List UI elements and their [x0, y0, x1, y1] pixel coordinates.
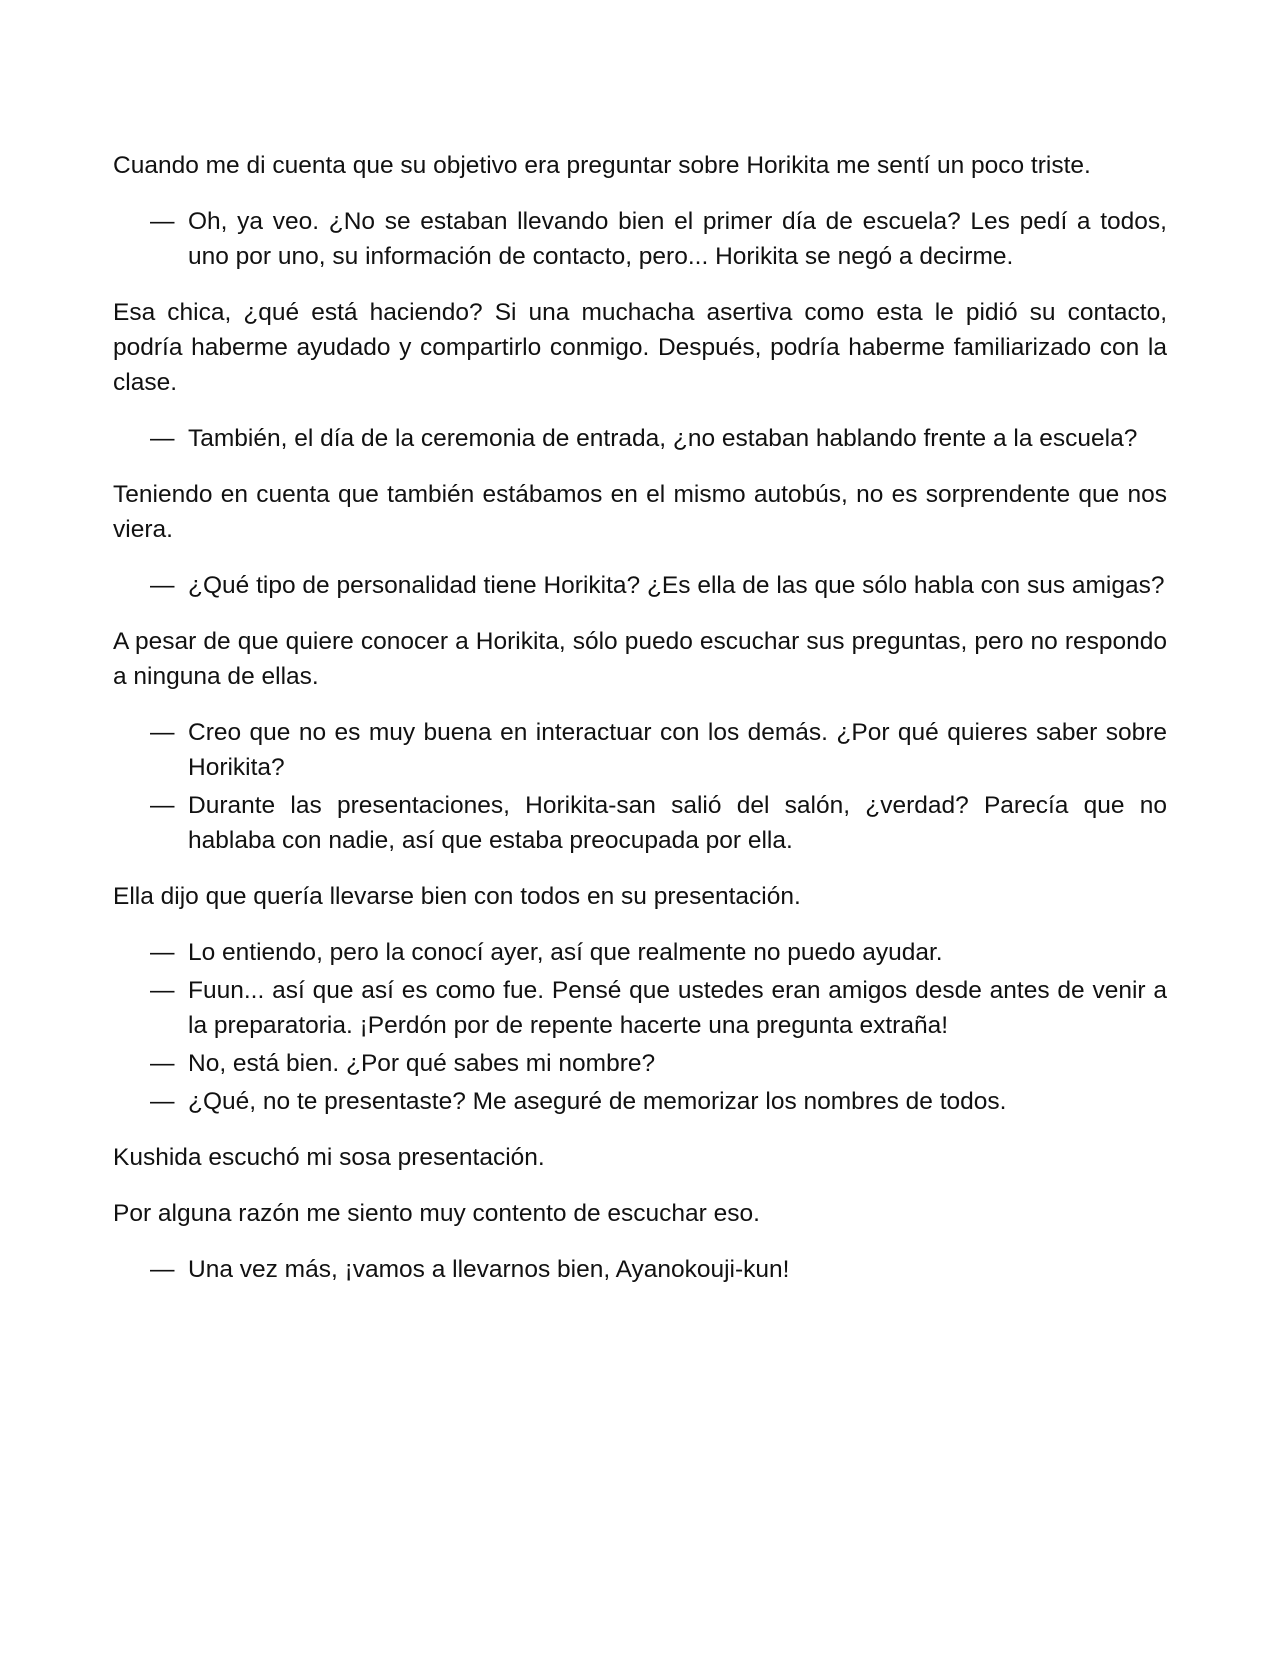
dialog-group	[113, 935, 1167, 1119]
document-page	[113, 148, 1167, 1308]
dialog-dash: —	[150, 719, 175, 746]
paragraph: Teniendo en cuenta que también estábamos en el mismo autobús, no es sorprendente que nos viera.	[113, 481, 1167, 543]
paragraph: Por alguna razón me siento muy contento de escuchar eso.	[113, 1200, 760, 1227]
dialog-text: También, el día de la ceremonia de entrada, ¿no estaban hablando frente a la escuela?	[188, 425, 1138, 452]
dialog-text: Fuun... así que así es como fue. Pensé que ustedes eran amigos desde antes de venir a la preparatoria. ¡Perdón por de repente hacerte una pregunta extraña!	[188, 977, 1167, 1039]
dialog-dash: —	[150, 208, 175, 235]
dialog-line	[113, 1084, 1167, 1119]
dialog-line	[113, 204, 1167, 274]
dialog-group	[113, 715, 1167, 858]
dialog-line	[113, 935, 1167, 970]
dialog-text: Durante las presentaciones, Horikita-san salió del salón, ¿verdad? Parecía que no hablaba con nadie, así que estaba preocupada por ella.	[188, 792, 1167, 854]
dialog-text: No, está bien. ¿Por qué sabes mi nombre?	[188, 1050, 656, 1077]
dialog-text: ¿Qué tipo de personalidad tiene Horikita? ¿Es ella de las que sólo habla con sus amigas?	[188, 572, 1165, 599]
dialog-text: Una vez más, ¡vamos a llevarnos bien, Ayanokouji-kun!	[188, 1256, 790, 1283]
dialog-dash: —	[150, 1256, 175, 1283]
dialog-line	[113, 1252, 1167, 1287]
dialog-text: Creo que no es muy buena en interactuar con los demás. ¿Por qué quieres saber sobre Horikita?	[188, 719, 1167, 781]
dialog-text: ¿Qué, no te presentaste? Me aseguré de memorizar los nombres de todos.	[188, 1088, 1007, 1115]
paragraph: Esa chica, ¿qué está haciendo? Si una muchacha asertiva como esta le pidió su contacto, podría haberme ayudado y compartirlo conmigo. Después, podría haberme familiarizado con la clase.	[113, 299, 1167, 396]
dialog-dash: —	[150, 1088, 175, 1115]
paragraph: Ella dijo que quería llevarse bien con todos en su presentación.	[113, 883, 801, 910]
dialog-group	[113, 204, 1167, 274]
dialog-group	[113, 568, 1167, 603]
dialog-line	[113, 973, 1167, 1043]
paragraph: Kushida escuchó mi sosa presentación.	[113, 1144, 545, 1171]
paragraph: A pesar de que quiere conocer a Horikita, sólo puedo escuchar sus preguntas, pero no respondo a ninguna de ellas.	[113, 628, 1167, 690]
dialog-line	[113, 421, 1167, 456]
dialog-dash: —	[150, 939, 175, 966]
dialog-dash: —	[150, 572, 175, 599]
dialog-line	[113, 568, 1167, 603]
dialog-line	[113, 715, 1167, 785]
dialog-dash: —	[150, 792, 175, 819]
dialog-line	[113, 1046, 1167, 1081]
dialog-dash: —	[150, 977, 175, 1004]
dialog-group	[113, 421, 1167, 456]
dialog-dash: —	[150, 425, 175, 452]
dialog-text: Lo entiendo, pero la conocí ayer, así que realmente no puedo ayudar.	[188, 939, 943, 966]
dialog-text: Oh, ya veo. ¿No se estaban llevando bien el primer día de escuela? Les pedí a todos, uno por uno, su información de contacto, pero... Horikita se negó a decirme.	[188, 208, 1167, 270]
dialog-dash: —	[150, 1050, 175, 1077]
dialog-line	[113, 788, 1167, 858]
paragraph: Cuando me di cuenta que su objetivo era preguntar sobre Horikita me sentí un poco triste.	[113, 152, 1091, 179]
dialog-group	[113, 1252, 1167, 1287]
